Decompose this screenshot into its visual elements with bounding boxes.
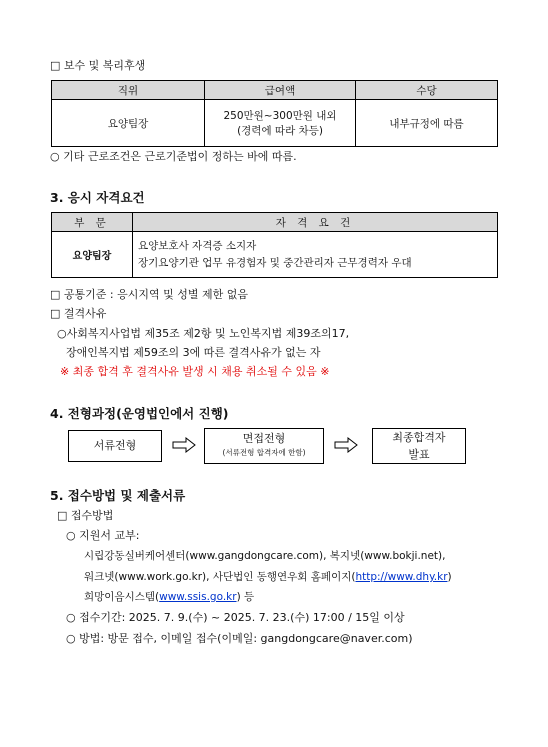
req-line-2: 장기요양기관 업무 유경험자 및 중간관리자 근무경력자 우대 (138, 256, 412, 269)
sites-line-3-tail: ) 등 (236, 591, 255, 603)
step-final-announcement (372, 428, 466, 464)
step-interview (204, 428, 324, 464)
section4-heading: 4. 전형과정(운영법인에서 진행) (50, 406, 229, 421)
pay-salary-cell (205, 100, 356, 147)
pay-section-title: □ 보수 및 복리후생 (50, 59, 146, 72)
sites-line-1: 시립강동실버케어센터(www.gangdongcare.com), 복지넷(www.bokji.net), (84, 550, 446, 562)
step-interview-label: 면접전형 (242, 432, 286, 445)
qual-header-req: 자 격 요 건 (133, 213, 498, 232)
sites-line-2 (84, 569, 452, 584)
pay-table (51, 80, 498, 147)
salary-line-1: 250만원~300만원 내외 (223, 110, 337, 122)
sites-line-2-text: 워크넷(www.work.go.kr), 사단법인 동행연우회 홈페이지( (84, 571, 356, 583)
step-interview-note: (서류전형 합격자에 한함) (222, 448, 306, 457)
pay-header-salary: 급여액 (205, 81, 356, 100)
qual-req-cell (133, 232, 498, 278)
sites-line-3 (84, 589, 254, 604)
common-criteria: □ 공통기준 : 응시지역 및 성별 제한 없음 (50, 288, 248, 301)
step-document-screening: 서류전형 (68, 430, 162, 462)
section5-heading: 5. 접수방법 및 제출서류 (50, 488, 186, 503)
sites-line-2-close: ) (447, 571, 452, 583)
qual-header-dept: 부 문 (52, 213, 133, 232)
step-final-line-1: 최종합격자 (392, 431, 446, 444)
pay-header-position: 직위 (52, 81, 205, 100)
pay-note: ○ 기타 근로조건은 근로기준법이 정하는 바에 따름. (50, 150, 297, 163)
method-title: □ 접수방법 (57, 509, 114, 522)
sites-line-3-text: 희망이음시스템( (84, 591, 160, 603)
disqualification-warning: ※ 최종 합격 후 결격사유 발생 시 채용 취소될 수 있음 ※ (60, 365, 330, 378)
pay-header-allowance: 수당 (356, 81, 498, 100)
application-period: ○ 접수기간: 2025. 7. 9.(수) ~ 2025. 7. 23.(수) 17:00 / 15일 이상 (66, 611, 405, 624)
arrow-right-icon (172, 437, 196, 453)
step-final-line-2: 발표 (408, 448, 430, 461)
arrow-right-icon (334, 437, 358, 453)
dhy-link[interactable]: http://www.dhy.kr (355, 571, 448, 583)
application-method: ○ 방법: 방문 접수, 이메일 접수(이메일: gangdongcare@naver.com) (66, 632, 413, 645)
pay-allowance-cell: 내부규정에 따름 (356, 100, 498, 147)
disqualification-line-1: ○사회복지사업법 제35조 제2항 및 노인복지법 제39조의17, (57, 327, 350, 340)
pay-position-cell: 요양팀장 (52, 100, 205, 147)
qualification-table (51, 212, 498, 278)
qual-dept-cell: 요양팀장 (52, 232, 133, 278)
salary-line-2: (경력에 따라 차등) (237, 125, 323, 137)
disqualification-line-2: 장애인복지법 제59조의 3에 따른 결격사유가 없는 자 (66, 346, 321, 359)
section3-heading: 3. 응시 자격요건 (50, 190, 145, 205)
disqualification-title: □ 결격사유 (50, 307, 107, 320)
req-line-1: 요양보호사 자격증 소지자 (138, 239, 257, 252)
ssis-link[interactable]: www.ssis.go.kr (159, 591, 237, 603)
form-distribution-title: ○ 지원서 교부: (66, 529, 140, 542)
